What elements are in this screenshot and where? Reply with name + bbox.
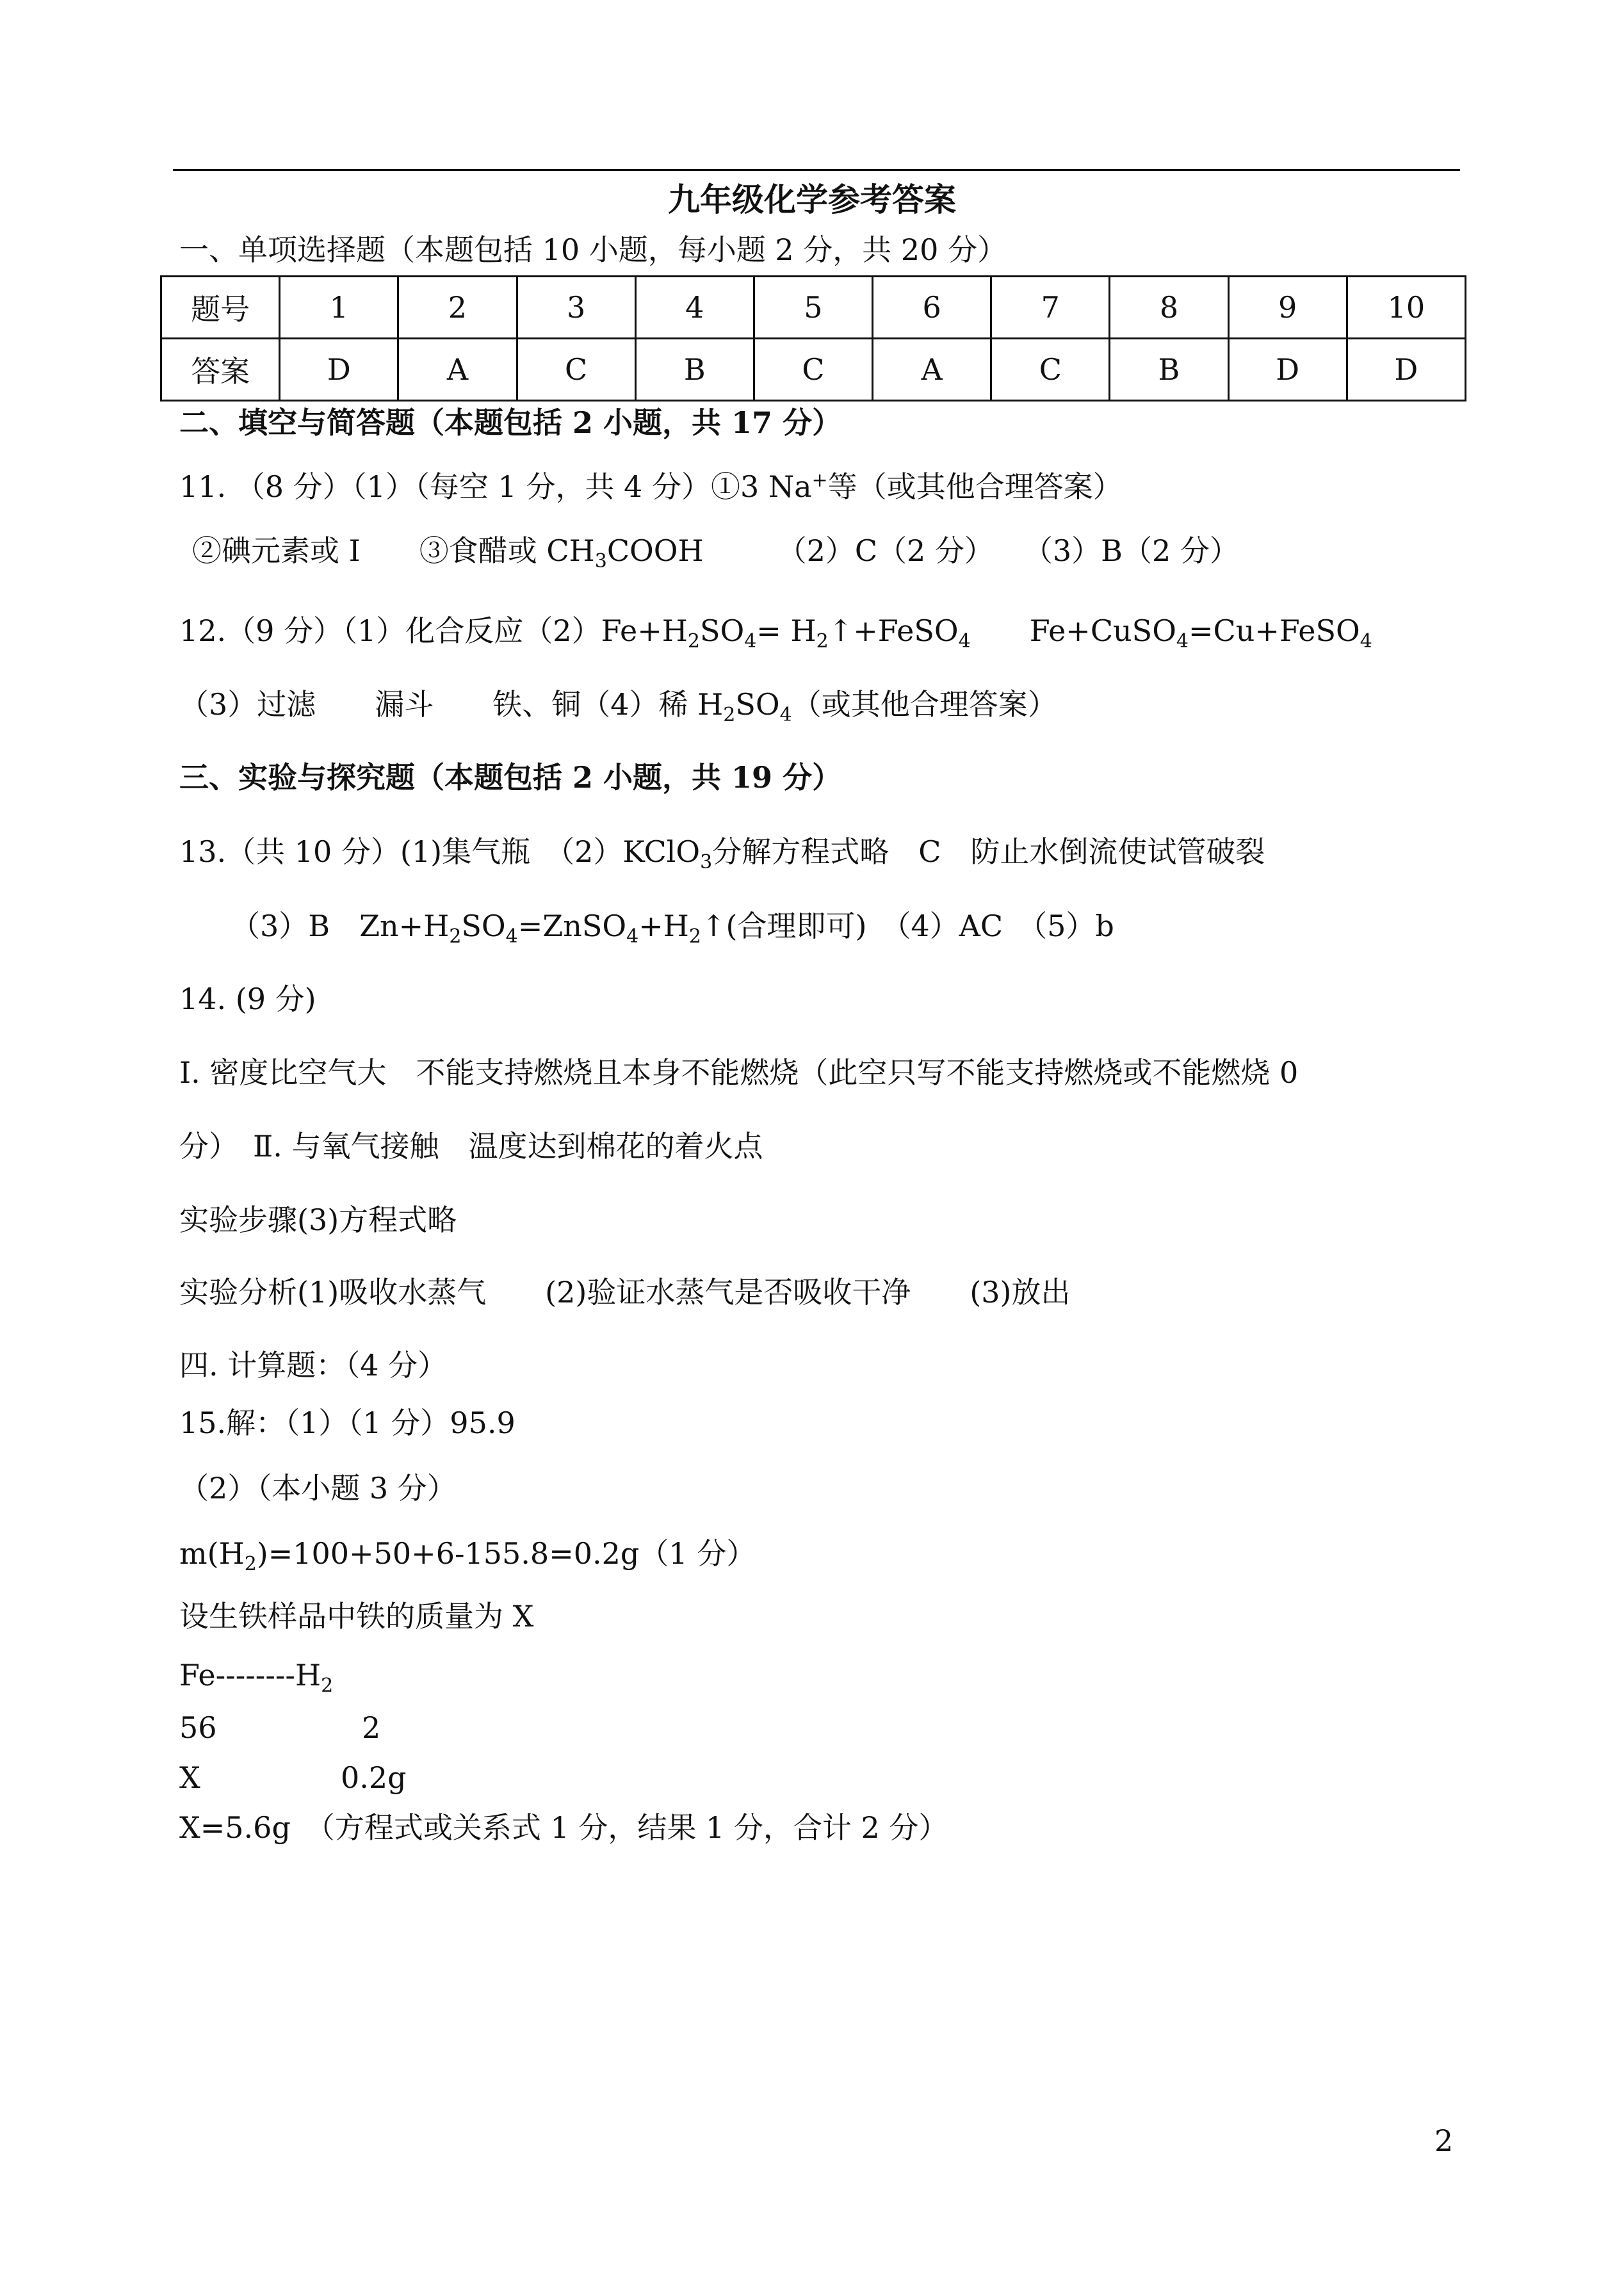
- q14-line2: Ⅰ. 密度比空气大 不能支持燃烧且本身不能燃烧（此空只写不能支持燃烧或不能燃烧 0: [179, 1055, 1299, 1090]
- q11-text: 等（或其他合理答案）: [827, 469, 1123, 504]
- q11-text: COOH （2）C（2 分） （3）B（2 分）: [606, 533, 1239, 568]
- q15-line4: 设生铁样品中铁的质量为 X: [179, 1599, 534, 1634]
- q11-line2: [192, 533, 1239, 573]
- question-number: 9: [1228, 277, 1347, 339]
- page-number: 2: [1434, 2123, 1454, 2158]
- q13-text: SO: [461, 909, 506, 943]
- question-number: 3: [517, 277, 635, 339]
- q15-line6-left: 56: [179, 1710, 217, 1745]
- q13-text: ↑(合理即可) （4）AC （5）b: [701, 909, 1114, 943]
- section3-heading: 三、实验与探究题（本题包括 2 小题，共 19 分）: [179, 760, 842, 795]
- answer-cell: B: [1110, 339, 1228, 401]
- q13-text: （3）B Zn+H: [231, 909, 450, 943]
- q13-text: +H: [638, 909, 689, 943]
- q13-line1: [179, 834, 1265, 874]
- q15-text: )=100+50+6-155.8=0.2g（1 分）: [256, 1536, 756, 1571]
- table-row-answers: [161, 339, 1466, 401]
- q12-text: = H: [756, 613, 816, 648]
- q13-subscript: 4: [626, 925, 639, 948]
- q12-line2: [179, 686, 1057, 727]
- q12-line1: [179, 613, 1372, 653]
- question-number: 6: [873, 277, 991, 339]
- question-number: 1: [280, 277, 398, 339]
- q15-line3: [179, 1536, 756, 1576]
- q12-subscript: 2: [687, 630, 700, 653]
- q14-line1: 14. (9 分): [179, 982, 316, 1016]
- q11-line1: [179, 469, 1123, 505]
- answer-cell: B: [635, 339, 754, 401]
- q15-subscript: 2: [321, 1675, 334, 1698]
- row-label-question: 题号: [161, 277, 280, 339]
- q11-text: ②碘元素或 I ③食醋或 CH: [192, 533, 595, 568]
- answer-cell: C: [991, 339, 1110, 401]
- q12-text: （或其他合理答案）: [792, 687, 1057, 722]
- q15-line2: （2）（本小题 3 分）: [179, 1471, 457, 1505]
- q15-line1: 15.解：（1）（1 分）95.9: [179, 1406, 516, 1440]
- q13-subscript: 2: [449, 925, 462, 948]
- answer-cell: D: [1347, 339, 1465, 401]
- q12-text: ↑+FeSO: [828, 613, 959, 648]
- q12-subscript: 4: [958, 630, 971, 653]
- section1-heading: 一、单项选择题（本题包括 10 小题，每小题 2 分，共 20 分）: [179, 232, 1007, 267]
- q12-text: 12.（9 分）（1）化合反应（2）Fe+H: [179, 613, 688, 648]
- q15-line8: X=5.6g （方程式或关系式 1 分，结果 1 分，合计 2 分）: [179, 1810, 948, 1845]
- question-number: 4: [635, 277, 754, 339]
- section2-heading: 二、填空与简答题（本题包括 2 小题，共 17 分）: [179, 405, 842, 440]
- q14-line5: 实验分析(1)吸收水蒸气 (2)验证水蒸气是否吸收干净 (3)放出: [179, 1275, 1071, 1310]
- question-number: 10: [1347, 277, 1465, 339]
- page-title: 九年级化学参考答案: [668, 181, 956, 218]
- answer-cell: C: [754, 339, 872, 401]
- q13-subscript: 3: [700, 851, 713, 874]
- q13-subscript: 2: [688, 925, 701, 948]
- q15-text: m(H: [179, 1536, 245, 1571]
- q12-text: =Cu+FeSO: [1189, 613, 1360, 648]
- q15-subscript: 2: [244, 1553, 257, 1576]
- question-number: 7: [991, 277, 1110, 339]
- q15-line6-right: 2: [362, 1710, 381, 1745]
- q12-subscript: 4: [779, 704, 792, 727]
- q13-text: =ZnSO: [517, 909, 627, 943]
- question-number: 8: [1110, 277, 1228, 339]
- table-row-questions: [161, 277, 1466, 339]
- q12-subscript: 2: [816, 630, 829, 653]
- answer-table: [160, 275, 1466, 401]
- q15-line5: [179, 1657, 334, 1698]
- answer-cell: A: [873, 339, 991, 401]
- q12-text: SO: [735, 687, 780, 722]
- q15-text: Fe--------H: [179, 1658, 321, 1692]
- answer-cell: C: [517, 339, 635, 401]
- q12-subscript: 4: [1360, 630, 1372, 653]
- header-rule: [173, 169, 1460, 171]
- q12-text: （3）过滤 漏斗 铁、铜（4）稀 H: [179, 687, 724, 722]
- q11-subscript: 3: [594, 550, 607, 573]
- q13-text: 13.（共 10 分）(1)集气瓶 （2）KClO: [179, 834, 701, 869]
- q13-text: 分解方程式略 C 防止水倒流使试管破裂: [712, 834, 1265, 869]
- q13-line2: [231, 908, 1114, 948]
- q11-superscript: +: [811, 469, 828, 492]
- answer-cell: D: [280, 339, 398, 401]
- question-number: 2: [398, 277, 517, 339]
- q12-text: SO: [699, 613, 745, 648]
- q14-line3: 分） Ⅱ. 与氧气接触 温度达到棉花的着火点: [179, 1129, 763, 1164]
- q12-text: Fe+CuSO: [970, 613, 1176, 648]
- answer-cell: A: [398, 339, 517, 401]
- q11-text: 11. （8 分）（1）（每空 1 分，共 4 分）①3 Na: [179, 469, 812, 504]
- q14-line4: 实验步骤(3)方程式略: [179, 1203, 457, 1237]
- row-label-answer: 答案: [161, 339, 280, 401]
- q12-subscript: 4: [744, 630, 757, 653]
- q15-line7-left: X: [179, 1760, 200, 1795]
- section4-heading: 四. 计算题：（4 分）: [179, 1348, 448, 1383]
- answer-cell: D: [1228, 339, 1347, 401]
- q12-subscript: 4: [1176, 630, 1189, 653]
- question-number: 5: [754, 277, 872, 339]
- q13-subscript: 4: [505, 925, 518, 948]
- q12-subscript: 2: [723, 704, 736, 727]
- q15-line7-right: 0.2g: [341, 1760, 407, 1795]
